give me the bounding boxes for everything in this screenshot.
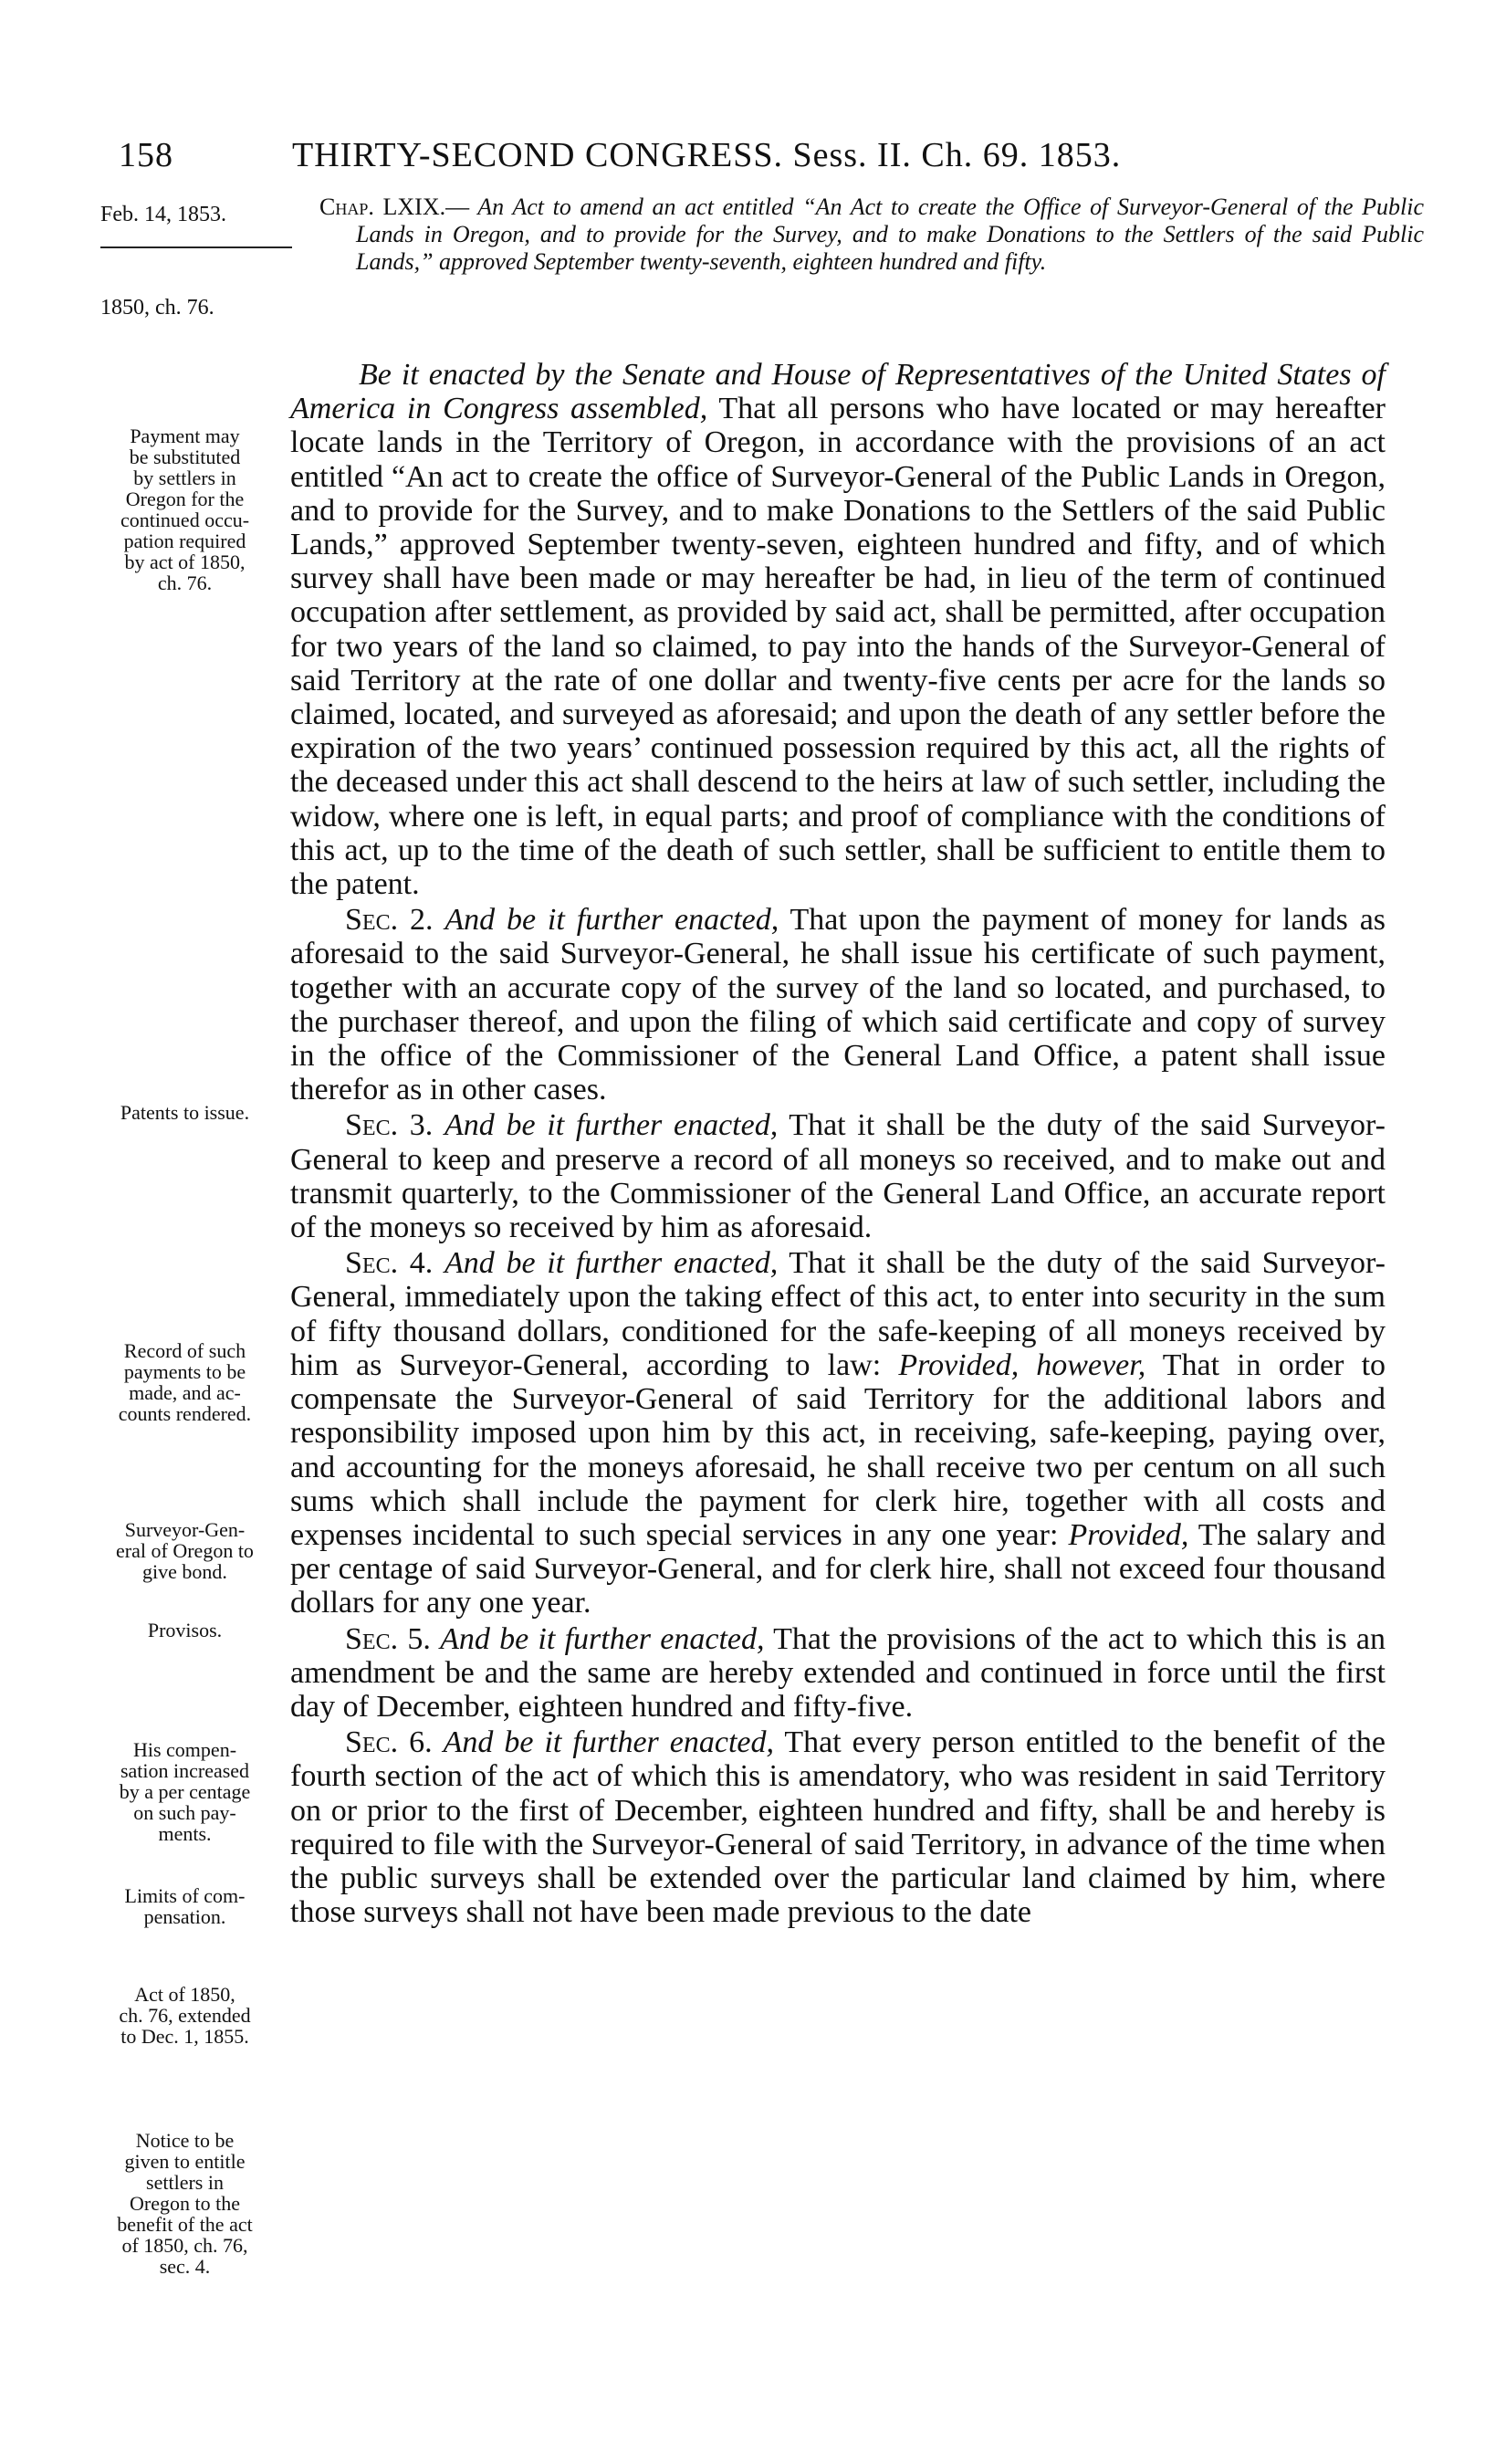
margin-note: His compen- sation increased by a per centage on such pay- ments. xyxy=(119,1738,251,1845)
section-number: Sec. 6. xyxy=(345,1725,433,1760)
enacting-clause: And be it further enacted, xyxy=(440,1621,765,1656)
margin-note: Act of 1850, ch. 76, extended to Dec. 1, 1855. xyxy=(119,1983,251,2048)
chapter-label: Chap. LXIX.— xyxy=(319,194,470,220)
section-text: The salary and per centage of said Surveyor-General, and for clerk hire, shall not exceed four thousand dollars for any one year. xyxy=(290,1517,1386,1620)
enacting-clause: And be it further enacted, xyxy=(444,903,779,938)
running-title: THIRTY-SECOND CONGRESS. Sess. II. Ch. 69. 1853. xyxy=(292,136,1122,174)
margin-note: Payment may be substituted by settlers in Oregon for the continued occu- pation required by act of 1850, ch. 76. xyxy=(120,425,250,594)
section-text: That it shall be the duty of the said Surveyor-General to keep and preserve a record of all moneys so received, and to make out and transmit quarterly, to the Commissioner of the General Land Office, an accurate report of the moneys so received by him as aforesaid. xyxy=(290,1108,1386,1245)
margin-note: Surveyor-Gen- eral of Oregon to give bond. xyxy=(116,1518,254,1583)
section-1 xyxy=(290,358,1386,901)
enacting-clause: Be it enacted by the Senate and House of Representatives of the United States of America in Congress assembled, xyxy=(290,358,1386,426)
section-text: That it shall be the duty of the said Surveyor-General, immediately upon the taking effect of this act, to enter into security in the sum of fifty thousand dollars, conditioned for the safe-keeping of all moneys received by him as Surveyor-General, according to law: xyxy=(290,1246,1386,1382)
section-number: Sec. 5. xyxy=(345,1621,431,1656)
page-number: 158 xyxy=(119,136,173,174)
section-number: Sec. 3. xyxy=(345,1108,434,1143)
margin-note: Patents to issue. xyxy=(120,1101,250,1124)
section-2 xyxy=(290,903,1386,1106)
section-text: That in order to compensate the Surveyor-General of said Territory for the additional labors and responsibility imposed upon him by this act, in receiving, safe-keeping, paying over, and accounting for the moneys aforesaid, he shall receive two per centum on all such sums which shall include the payment for clerk hire, together with all costs and expenses incidental to such special services in any one year: xyxy=(290,1347,1386,1552)
chapter-date-rule xyxy=(100,246,292,248)
margin-note: Limits of com- pensation. xyxy=(124,1884,246,1928)
page-header xyxy=(119,135,1287,179)
margin-note: Provisos. xyxy=(147,1619,223,1641)
section-text: That the provisions of the act to which this is an amendment be and the same are hereby extended and continued in force until the first day of December, eighteen hundred and fifty-five. xyxy=(290,1621,1386,1724)
section-text: That all persons who have located or may hereafter locate lands in the Territory of Oregon, in accordance with the provisions of an act entitled “An act to create the office of Surveyor-General of the Public Lands in Oregon, and to provide for the Survey, and to make Donations to the Settlers of the said Public Lands,” approved September twenty-seven, eighteen hundred and fifty, and of which survey shall have been made or may hereafter be had, in lieu of the term of continued occupation after settlement, as provided by said act, shall be permitted, after occupation for two years of the land so claimed, to pay into the hands of the Surveyor-General of said Territory at the rate of one dollar and twenty-five cents per acre for the lands so claimed, located, and surveyed as aforesaid; and upon the death of any settler before the expiration of the two years’ continued possession required by this act, all the rights of the deceased under this act shall descend to the heirs at law of such settler, including the widow, where one is left, in equal parts; and proof of compliance with the conditions of this act, up to the time of the death of such settler, shall be sufficient to entitle them to the patent. xyxy=(290,392,1386,902)
enacting-clause: And be it further enacted, xyxy=(444,1246,779,1281)
proviso-clause: Provided, however, xyxy=(898,1347,1146,1382)
section-3 xyxy=(290,1108,1386,1244)
enacting-clause: And be it further enacted, xyxy=(444,1108,779,1143)
section-number: Sec. 2. xyxy=(345,903,434,938)
enacting-clause: And be it further enacted, xyxy=(443,1725,774,1760)
section-text: That every person entitled to the benefit of the fourth section of the act of which this is amendatory, who was resident in said Territory on or prior to the first of December, eighteen hundred and fifty, shall be and hereby is required to file with the Surveyor-General of said Territory, in advance of the time when the public surveys shall be extended over the particular land claimed by him, where those surveys shall not have been made previous to the date xyxy=(290,1725,1386,1930)
proviso-clause: Provided, xyxy=(1068,1517,1189,1552)
chapter-reference: 1850, ch. 76. xyxy=(100,296,214,320)
section-4 xyxy=(290,1246,1386,1620)
chapter-date: Feb. 14, 1853. xyxy=(100,203,226,226)
margin-note: Notice to be given to entitle settlers in Oregon to the benefit of the act of 1850, ch. 76, sec. 4. xyxy=(117,2129,253,2278)
section-text: That upon the payment of money for lands as aforesaid to the said Surveyor-General, he shall issue his certificate of such payment, together with an accurate copy of the survey of the land so located, and purchased, to the purchaser thereof, and upon the filing of which said certificate and copy of survey in the office of the Commissioner of the General Land Office, a patent shall issue therefor as in other cases. xyxy=(290,903,1386,1107)
section-5 xyxy=(290,1622,1386,1725)
section-6 xyxy=(290,1725,1386,1929)
act-body xyxy=(290,358,1386,1929)
chapter-title xyxy=(319,194,1424,276)
section-number: Sec. 4. xyxy=(345,1246,434,1281)
chapter-title-text: An Act to amend an act entitled “An Act to create the Office of Surveyor-General of the Public Lands in Oregon, and to provide for the Survey, and to make Donations to the Settlers of the said Public Lands,” approved September twenty-seventh, eighteen hundred and fifty. xyxy=(356,194,1425,275)
margin-note: Record of such payments to be made, and ac- counts rendered. xyxy=(118,1339,252,1425)
